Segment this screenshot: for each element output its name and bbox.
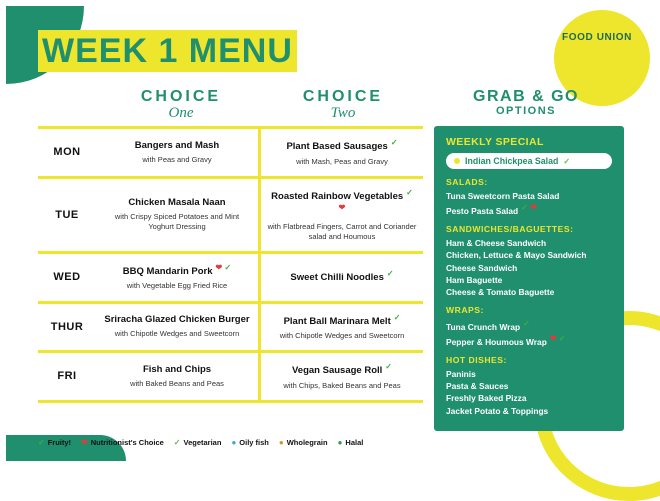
grab-small-label: OPTIONS — [495, 105, 556, 117]
legend — [38, 438, 363, 447]
dietary-marks — [338, 438, 343, 447]
nutritionist-heart-icon: ❤ — [215, 262, 223, 272]
dietary-marks — [550, 334, 566, 343]
legend-item — [338, 438, 364, 447]
dietary-marks — [38, 438, 45, 447]
legend-label: Fruity! — [47, 438, 72, 447]
choice-one-big-label: CHOICE — [140, 88, 222, 105]
wholegrain-icon: ● — [278, 438, 284, 447]
dish-name: Vegan Sausage Roll ✓ — [292, 362, 392, 377]
vegetarian-leaf-icon: ✓ — [523, 319, 530, 329]
dietary-marks — [279, 438, 284, 447]
dish-name: Sriracha Glazed Chicken Burger — [104, 314, 250, 326]
day-label: THUR — [50, 320, 84, 333]
grab-list-item: Freshly Baked Pizza — [446, 393, 527, 404]
dish-description: with Crispy Spiced Potatoes and Mint Yoghurt Dressing — [114, 212, 240, 232]
dietary-marks — [216, 263, 232, 272]
halal-icon: ● — [337, 438, 343, 447]
dietary-marks — [521, 203, 537, 212]
table-row — [38, 353, 423, 403]
dietary-marks — [81, 438, 88, 447]
dish-description: with Peas and Gravy — [142, 154, 212, 164]
vegetarian-leaf-icon: ✓ — [385, 362, 392, 372]
dish-description: with Chipotle Wedges and Sweetcorn — [279, 331, 405, 340]
grab-list-item: Ham & Cheese Sandwich — [446, 238, 547, 249]
legend-label: Wholegrain — [286, 438, 328, 447]
grab-list-item: Tuna Sweetcorn Pasta Salad — [446, 191, 560, 201]
nutritionist-heart-icon: ❤ — [549, 334, 557, 344]
dish-name: Sweet Chilli Noodles ✓ — [290, 269, 394, 284]
menu-cell-choice-two — [258, 129, 423, 176]
legend-label: Oily fish — [239, 438, 269, 447]
legend-item — [279, 438, 328, 447]
legend-item — [174, 438, 222, 447]
dietary-marks — [174, 438, 181, 447]
column-header-choice-two — [278, 88, 408, 122]
grab-and-go-panel — [434, 126, 624, 431]
vegetarian-leaf-icon: ✓ — [393, 312, 401, 322]
grab-list-item: Cheese Sandwich — [446, 262, 518, 273]
table-row — [38, 304, 423, 354]
vegetarian-leaf-icon: ✓ — [224, 262, 232, 272]
choice-two-big-label: CHOICE — [302, 88, 384, 105]
choice-one-small-label: One — [168, 105, 194, 121]
vegetarian-leaf-icon: ✓ — [406, 187, 413, 197]
dish-name: Plant Ball Marinara Melt ✓ — [283, 312, 401, 327]
dish-description: with Flatbread Fingers, Carrot and Coriander salad and Houmous — [267, 221, 417, 241]
dish-name: BBQ Mandarin Pork ❤ ✓ — [122, 262, 232, 278]
menu-cell-choice-two — [258, 254, 423, 301]
dietary-marks — [523, 319, 530, 328]
nutritionist-heart-icon: ❤ — [81, 438, 88, 447]
grab-list-item: Pepper & Houmous Wrap ❤ ✓ — [446, 334, 566, 347]
dish-description: with Chips, Baked Beans and Peas — [283, 380, 401, 390]
day-label: WED — [53, 271, 81, 284]
choice-two-small-label: Two — [330, 105, 356, 121]
dietary-marks — [391, 138, 398, 147]
grab-list-item: Chicken, Lettuce & Mayo Sandwich — [446, 250, 587, 261]
page-title — [38, 32, 297, 71]
table-row — [38, 179, 423, 254]
dish-name: Fish and Chips — [142, 363, 212, 375]
vegetarian-leaf-icon: ✓ — [386, 269, 394, 279]
grab-list-item: Pasta & Sauces — [446, 381, 509, 392]
grab-big-label: GRAB & GO — [473, 88, 579, 105]
dish-name: Chicken Masala Naan — [128, 196, 226, 208]
menu-cell-choice-one — [96, 179, 258, 251]
vegetarian-leaf-icon: ✓ — [38, 438, 45, 447]
grab-section-title: SALADS: — [446, 177, 488, 187]
dish-name: Roasted Rainbow Vegetables ✓ ❤ — [271, 187, 413, 213]
day-label: TUE — [55, 208, 79, 221]
page-title-text: WEEK 1 MENU — [38, 30, 297, 72]
dish-name: Plant Based Sausages ✓ — [286, 138, 398, 153]
day-label: FRI — [57, 370, 77, 383]
dietary-marks — [385, 362, 392, 371]
menu-cell-choice-two — [258, 179, 423, 251]
dish-description: with Baked Beans and Peas — [130, 379, 224, 389]
weekly-special-item-label: Indian Chickpea Salad — [465, 156, 559, 166]
grab-list-item: Jacket Potato & Toppings — [446, 405, 549, 416]
weekly-special-item — [446, 153, 612, 169]
legend-item — [81, 438, 164, 447]
dietary-marks — [339, 188, 413, 213]
menu-cell-choice-one — [96, 304, 258, 351]
column-header-choice-one — [116, 88, 246, 122]
vegetarian-icon: ✓ — [563, 156, 571, 166]
dietary-marks — [231, 438, 236, 447]
grab-sections — [446, 177, 612, 417]
nutritionist-heart-icon: ❤ — [530, 203, 537, 213]
column-header-grab-and-go — [431, 88, 621, 117]
vegetarian-leaf-icon: ✓ — [390, 138, 398, 147]
legend-label: Halal — [345, 438, 364, 447]
dish-description: with Vegetable Egg Fried Rice — [126, 281, 228, 291]
menu-cell-choice-one — [96, 254, 258, 301]
grab-section-title: SANDWICHES/BAGUETTES: — [446, 224, 574, 235]
dish-description: with Mash, Peas and Gravy — [296, 156, 388, 166]
grab-list-item: Tuna Crunch Wrap ✓ — [446, 319, 530, 332]
grab-list-item: Cheese & Tomato Baguette — [446, 286, 555, 297]
oily-fish-icon: ● — [231, 438, 237, 447]
grab-list-item: Paninis — [446, 369, 476, 380]
dish-name: Bangers and Mash — [134, 139, 220, 151]
weekly-menu-table — [38, 126, 423, 403]
menu-cell-choice-two — [258, 353, 423, 400]
vegetarian-icon: ✓ — [173, 438, 181, 447]
vegetarian-leaf-icon: ✓ — [558, 334, 566, 344]
grab-list-item: Pesto Pasta Salad ✓ ❤ — [446, 203, 537, 216]
grab-list-item: Ham Baguette — [446, 274, 503, 285]
dish-description: with Chipotle Wedges and Sweetcorn — [114, 329, 240, 339]
table-row — [38, 254, 423, 304]
legend-label: Vegetarian — [183, 438, 222, 447]
menu-cell-choice-two — [258, 304, 423, 351]
legend-item — [38, 438, 71, 447]
grab-section-title: HOT DISHES: — [446, 355, 507, 366]
legend-label: Nutritionist's Choice — [90, 438, 164, 447]
grab-section-title: WRAPS: — [446, 305, 484, 316]
day-label: MON — [53, 146, 81, 159]
bullet-dot-icon — [454, 158, 460, 164]
menu-cell-choice-one — [96, 353, 258, 400]
menu-cell-choice-one — [96, 129, 258, 176]
table-row — [38, 129, 423, 179]
dietary-marks — [394, 313, 401, 322]
legend-item — [231, 438, 268, 447]
nutritionist-heart-icon: ❤ — [338, 203, 346, 213]
dietary-marks — [387, 269, 394, 278]
weekly-special-title: WEEKLY SPECIAL — [446, 136, 544, 148]
brand-logo: FOOD UNION — [562, 32, 632, 43]
vegetarian-leaf-icon: ✓ — [521, 203, 528, 213]
